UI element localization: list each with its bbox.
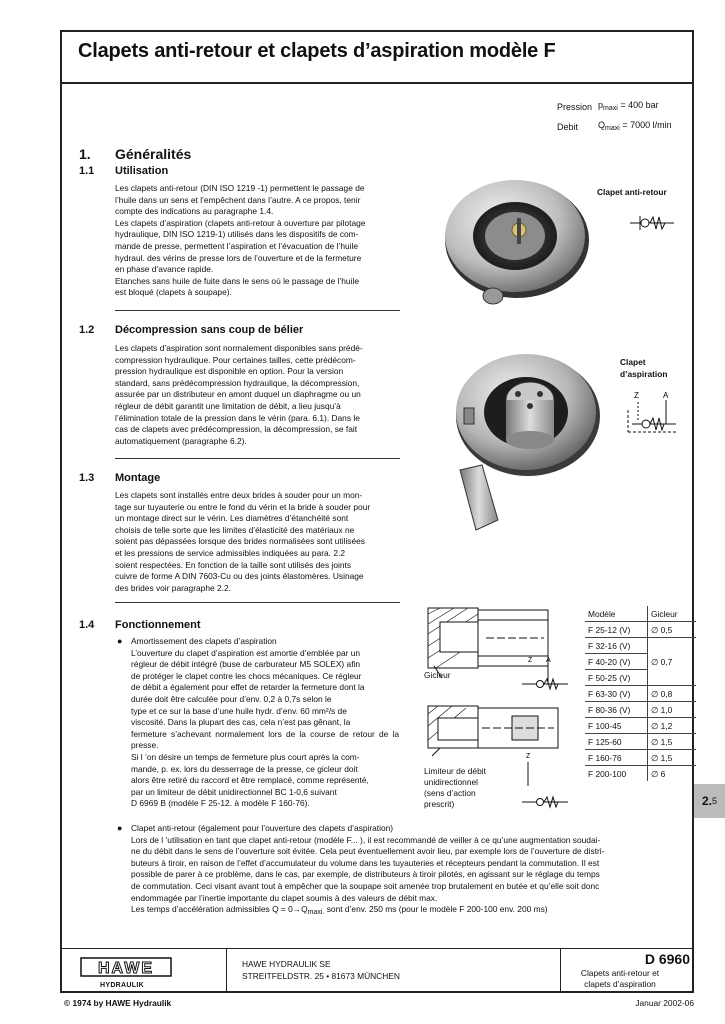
document-title: Clapets anti-retour et clapets d’aspiration [580,968,660,989]
bullet-dot: ● [117,823,123,833]
text-line: Les clapets d’aspiration (clapets anti-retour à ouverture par pilotage [115,217,366,228]
text-line: soient respectées. En fonction de la taille sont utilisés des joints [115,559,352,570]
clapet-anti-retour-text [131,823,681,904]
table-cell-model: F 63-30 (V) [585,686,648,702]
text-line: Clapet anti-retour (également pour l’ouverture des clapets d’aspiration) [131,823,394,833]
text-line: choisis de telle sorte que les limites d’élasticité des matériaux ne [115,524,355,535]
suction-valve-symbol [618,390,678,440]
text-line: régleur de débit garantit une limitation de débit, a lieu jusqu’à [115,400,341,411]
text-line: Si l ’on désire un temps de fermeture plus court après la com- [131,751,360,762]
text-line: D 6969 B (modèle F 25-12. à modèle F 160-76). [131,798,310,809]
suction-valve-photo [440,340,610,540]
text-line: un montage direct sur le vérin. Les diamètres d’étanchéité sont [115,513,349,524]
table-cell-model: F 125-60 [585,734,648,750]
bullet-amortissement [117,636,399,810]
svg-text:Z: Z [526,753,531,760]
text-line: régleur de débit intégré (buse de carburateur M5 SOLEX) afin [131,659,361,670]
title-rule [60,82,694,84]
section-heading-montage: 1.3 Montage [79,472,161,484]
table-cell-model: F 40-20 (V) [585,654,648,670]
text-line: automatiquement (paragraphe 6.2). [115,435,247,446]
section-heading-decompression: 1.2 Décompression sans coup de bélier [79,324,304,336]
text-line: standard, sans prédécompression hydraulique, la décompression, [115,377,360,388]
bullet-clapet-anti-retour [117,823,681,919]
spec-block [555,96,678,138]
table-cell-nozzle: ∅ 1,2 [648,718,697,734]
text-line: hydraul. des vérins de presse lors de l’ouverture et de la fermeture [115,252,362,263]
table-cell-model: F 50-25 (V) [585,670,648,686]
acceleration-line: Les temps d’accélération admissibles $Q = 0\to Q_{maxi.}$ sont d’env. 250 ms (pour le modèle F 200-100 env. 200 ms) [131,904,548,917]
port-a-label: A [663,391,669,400]
company-address: HAWE HYDRAULIK SE STREITFELDSTR. 25 • 81673 MÜNCHEN [242,959,400,981]
table-cell-model: F 80-36 (V) [585,702,648,718]
model-nozzle-table [585,606,696,781]
decompression-text [115,343,399,447]
pressure-value: $p_{maxi} = 400$ bar [598,100,659,112]
text-line: mande de presse, permettent l’aspiration et l’évacuation de l’huile [115,240,359,251]
text-line: soient pas dépassées lorsque des brides normalisées sont utilisées [115,536,365,547]
text-line: compte des indications au paragraphe 1.4. [115,206,274,217]
text-line: cuivre de forme A DIN 7603-Cu ou des joints élastomères. Usinage [115,571,364,582]
text-line: tage sur tuyauterie ou entre le fond du vérin et la bride à souder pour [115,501,371,512]
gicleur-label: Gicleur [424,670,451,680]
text-line: endommagée par l’inertie importante du clapet soumis à des valeurs de débit max. [131,892,438,903]
table-cell-nozzle: ∅ 0,7 [648,638,697,686]
text-line: mande, p. ex. lors du desserrage de la presse, ce gicleur doit [131,763,358,774]
table-cell-model: F 32-16 (V) [585,638,648,654]
text-line: hydraulique, DIN ISO 1219-1) utilisés dans les dispositifs de com- [115,229,359,240]
suction-valve-caption: Clapet d’aspiration [620,357,668,379]
publication-date: Januar 2002-06 [635,998,694,1008]
limiter-label [424,766,486,810]
section-divider [115,458,400,459]
section-heading-utilisation: 1.1 Utilisation [79,165,169,177]
footer-rule [60,948,694,949]
section-tab: 2. 5 [694,784,725,818]
table-cell-nozzle: ∅ 1,0 [648,702,697,718]
text-line: pression hydraulique est disponible en option. Pour la version [115,366,344,377]
text-line: buteurs à tiroir, en raison de l’effet d’accumulateur du volume dans les tuyauteries et récepteurs pendant la commutation. Il est [131,857,600,868]
utilisation-text [115,183,399,299]
text-line: par un limiteur de débit unidirectionnel BC 1-0,6 suivant [131,786,337,797]
hawe-logo [80,956,172,984]
text-line: cas de clapets avec prédécompression, la décompression, se fait [115,424,358,435]
pressure-label: Pression [557,101,593,112]
logo-subtitle: HYDRAULIK [100,982,144,989]
text-line: de débit a également pour effet de retarder la fermeture dont la [131,682,365,693]
text-line: de commutation. Ceci visant avant tout à empêcher que la soupape soit amenée trop brutalement en butée et qu’elle soit donc [131,880,600,891]
check-valve-caption: Clapet anti-retour [597,187,667,197]
text-line: en phase d’avance rapide. [115,264,214,275]
table-cell-nozzle: ∅ 1,5 [648,750,697,766]
section-divider [115,310,400,311]
text-line: possible de parer à ce problème, dans le cas, par exemple, de distributeurs à tiroir pilotés, en agissant sur le réglage du temps [131,869,600,880]
text-line: l’élimination totale de la pression dans le vérin (para. 6.1). Dans le [115,412,360,423]
table-cell-model: F 100-45 [585,718,648,734]
text-line: alors être retiré du raccord et être remplacé, comme représenté, [131,775,369,786]
section-heading-fonctionnement: 1.4 Fonctionnement [79,619,201,631]
table-cell-nozzle: ∅ 0,5 [648,622,697,638]
text-line: Amortissement des clapets d’aspiration [131,636,277,646]
table-cell-model: F 25-12 (V) [585,622,648,638]
text-line: ne du débit dans le sens de l’ouverture soit évitée. Cela peut éventuellement avoir lieu, par exemple lors de l’ouverture de distri- [131,846,605,857]
svg-text:HAWE: HAWE [98,960,154,977]
table-header-nozzle: Gicleur [648,606,697,622]
text-line: Les clapets d’aspiration sont normalement disponibles sans prédé- [115,343,363,353]
text-line: compression hydraulique. Pour certaines tailles, cette prédécom- [115,354,356,365]
document-number: D 6960 [644,951,690,967]
amortissement-text [131,636,399,810]
text-line: Lors de l ’utilisation en tant que clapet anti-retour (modèle F... ), il est recommandé de veiller à ce qu’une augmentation soudai- [131,834,601,845]
text-line: Les clapets sont installés entre deux brides à souder pour un mon- [115,490,363,500]
text-line: unidirectionnel [424,777,479,787]
text-line: (sens d’action [424,788,476,798]
text-line: fermeture s’achevant normalement lors de la course de retour de la presse. [131,728,399,751]
text-line: et les pressions de service admissibles indiquées au para. 2.2 [115,547,345,558]
flow-label: Debit [557,121,579,132]
footer-divider [226,948,227,993]
section-heading-generalites: 1. Généralités [79,146,192,162]
text-line: L’ouverture du clapet d’aspiration est amortie d’emblée par un [131,647,361,658]
text-line: Limiteur de débit [424,766,486,776]
table-cell-nozzle: ∅ 1,5 [648,734,697,750]
text-line: assurée par un distributeur en amont duquel un diaphragme ou un [115,389,361,400]
table-cell-model: F 160-76 [585,750,648,766]
text-line: prescrit) [424,799,455,809]
text-line: l’huile dans un sens et l’empêchent dans l’autre. A ce propos, tenir [115,194,361,205]
text-line: Etanches sans huile de fuite dans le sens où le passage de l’huile [115,275,359,286]
text-line: viscosité. Dans la plupart des cas, cela n’est pas gênant, la [131,717,351,728]
text-line: des brides voir paragraphe 2.2. [115,582,231,593]
bullet-dot: ● [117,636,123,646]
text-line: est bloqué (clapets à soupape). [115,287,232,298]
table-cell-nozzle: ∅ 6 [651,768,666,779]
svg-text:Z: Z [528,657,533,664]
svg-text:A: A [546,657,551,664]
table-cell-nozzle: ∅ 0,8 [648,686,697,702]
check-valve-symbol [630,213,674,233]
section-divider [115,602,400,603]
table-cell-model: F 200-100 [585,766,648,782]
check-valve-photo [435,178,615,328]
port-z-label: Z [634,391,639,400]
flow-value: $Q_{maxi} = 7000$ l/min [598,120,672,132]
text-line: Les clapets anti-retour (DIN ISO 1219 -1) permettent le passage de [115,183,365,193]
page-title: Clapets anti-retour et clapets d’aspiration modèle F [78,40,556,62]
copyright: © 1974 by HAWE Hydraulik [64,998,172,1008]
table-header-model: Modèle [585,606,648,622]
text-line: de protéger le clapet contre les chocs mécaniques. Ce régleur [131,670,362,681]
montage-text [115,490,399,594]
text-line: durée doit être calculée pour d’env. 0,2 à 0,7s selon le [131,693,332,704]
text-line: type et ce sur la base d’une huile hydr. d’env. 60 mm²/s de [131,705,347,716]
